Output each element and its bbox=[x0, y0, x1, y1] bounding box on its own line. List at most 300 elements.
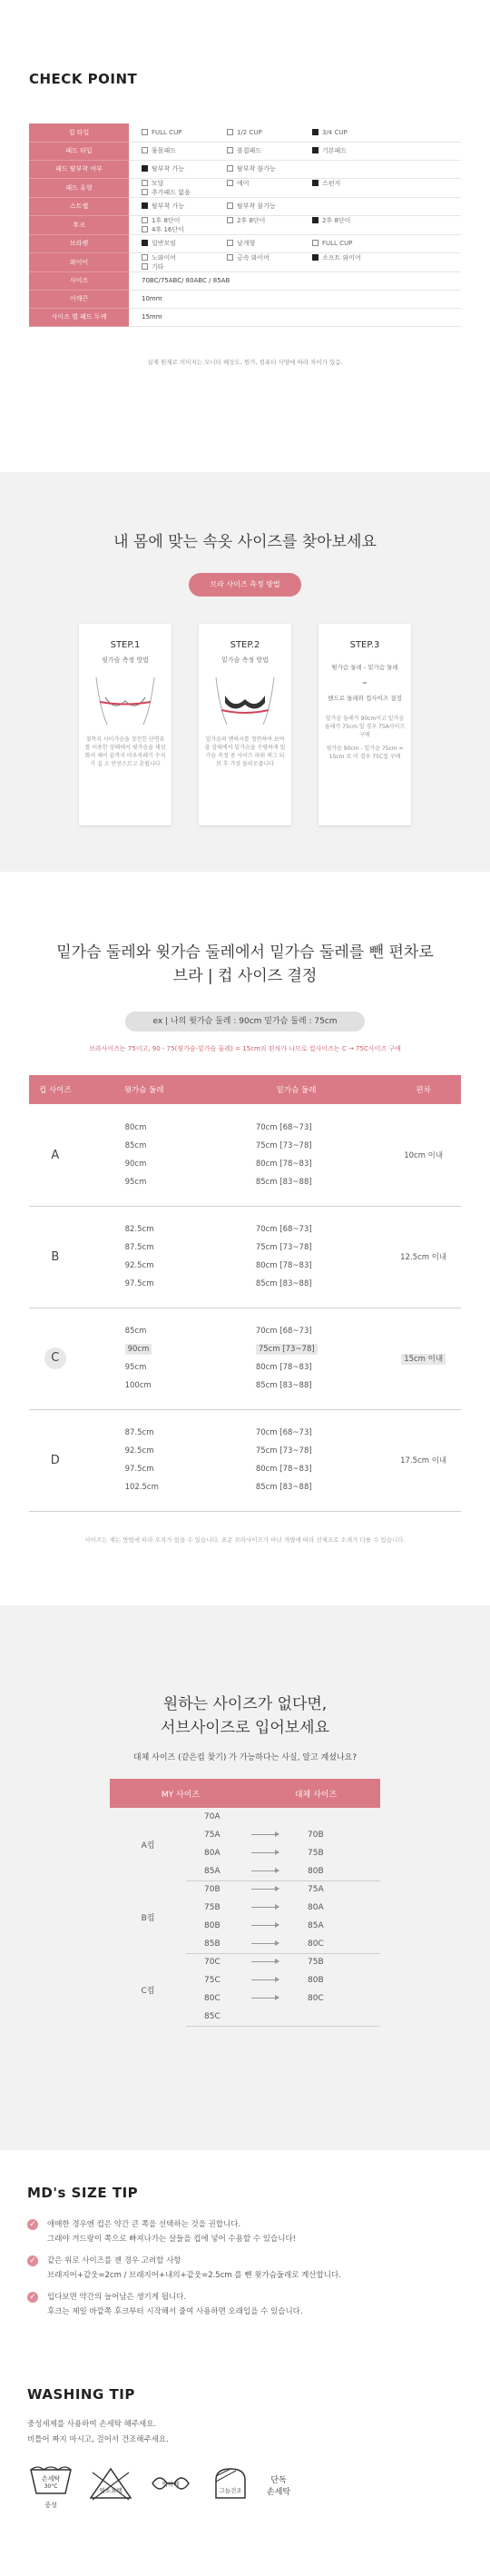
unchecked-box-icon bbox=[142, 263, 148, 270]
tip-line: 후크는 제일 바깥쪽 후크부터 시작해서 줄여 사용하면 오래입을 수 있습니다. bbox=[47, 2307, 303, 2316]
bust-value: 97.5cm bbox=[124, 1465, 154, 1474]
check-point-row bbox=[29, 197, 461, 215]
bust-cell bbox=[82, 1340, 207, 1358]
step-title: STEP.2 bbox=[230, 640, 260, 650]
unchecked-box-icon bbox=[142, 254, 148, 261]
row-label: 사이즈 bbox=[29, 271, 129, 290]
example-bar: ex | 나의 윗가슴 둘레 : 90cm 밑가슴 둘레 : 75cm bbox=[125, 1012, 365, 1031]
step-desc: 윗가슴 측정 방법 bbox=[102, 656, 149, 664]
band-cell bbox=[207, 1257, 386, 1275]
check-option bbox=[142, 216, 227, 225]
check-option bbox=[142, 188, 227, 197]
row-value bbox=[129, 215, 461, 234]
bust-cell bbox=[82, 1358, 207, 1377]
sub-size-value: 75B bbox=[308, 1958, 324, 1968]
col-header-sub-size: 대체 사이즈 bbox=[251, 1779, 380, 1808]
sub-size-value bbox=[299, 1808, 380, 1826]
step-2-card bbox=[199, 624, 291, 825]
arrow-cell bbox=[251, 1808, 299, 1826]
single-wash-icon bbox=[267, 2473, 290, 2497]
arrow-cell bbox=[251, 1935, 299, 1953]
unchecked-box-icon bbox=[142, 189, 148, 195]
option-label: 노와이어 bbox=[152, 253, 177, 262]
check-option bbox=[142, 129, 227, 136]
table-row bbox=[110, 1880, 380, 1899]
band-value: 85cm [83~88] bbox=[255, 1483, 312, 1492]
band-measure-illustration-icon bbox=[209, 672, 281, 726]
diff-value: 15cm 이내 bbox=[401, 1354, 446, 1365]
unchecked-box-icon bbox=[142, 129, 148, 135]
table-row bbox=[110, 1953, 380, 1971]
arrow-right-icon bbox=[251, 1961, 279, 1962]
band-cell bbox=[207, 1239, 386, 1257]
row-text: 10mm bbox=[142, 295, 162, 302]
bust-value: 85cm bbox=[124, 1327, 147, 1336]
diff-cell bbox=[386, 1220, 461, 1293]
sister-size-section bbox=[0, 1605, 490, 2150]
arrow-right-icon bbox=[251, 1889, 279, 1890]
row-label: 패드 유형 bbox=[29, 178, 129, 197]
spacer-cell bbox=[29, 1395, 461, 1409]
band-value: 80cm [78~83] bbox=[255, 1465, 312, 1474]
option-label: 2후 8단이 bbox=[322, 216, 351, 224]
spacer-row bbox=[29, 1496, 461, 1511]
md-size-tip-section bbox=[0, 2150, 490, 2350]
bust-value: 85cm bbox=[124, 1141, 147, 1150]
unchecked-box-icon bbox=[227, 165, 233, 172]
checked-box-icon bbox=[312, 180, 318, 186]
check-option bbox=[142, 253, 227, 262]
checked-box-icon bbox=[142, 202, 148, 209]
band-cell bbox=[207, 1340, 386, 1358]
check-point-row bbox=[29, 290, 461, 308]
sub-size-value: 80B bbox=[308, 1976, 324, 1985]
cup-size-title-line1: 밑가슴 둘레와 윗가슴 둘레에서 밑가슴 둘레를 뺀 편차로 bbox=[56, 943, 434, 962]
steps-row bbox=[0, 624, 490, 825]
option-label: FULL CUP bbox=[152, 128, 182, 136]
table-row bbox=[29, 1322, 461, 1340]
check-point-row bbox=[29, 308, 461, 326]
unchecked-box-icon bbox=[227, 217, 233, 223]
checked-box-icon bbox=[312, 217, 318, 223]
cup-letter: C bbox=[44, 1347, 66, 1369]
step-note: 밑가슴 둘레가 90cm이고 밑가슴 둘레가 75cm 일 경우 75A사이즈 구매 bbox=[324, 716, 406, 738]
band-cell bbox=[207, 1173, 386, 1191]
option-label: 스펀지 bbox=[322, 179, 341, 187]
check-option bbox=[142, 179, 227, 188]
checked-box-icon bbox=[312, 147, 318, 153]
step-note: 젖꼭지 사이가슴을 장진힌 단면유를 이용한 상태에서 윗가슴을 세심화서 제어 끝까지 마우차레기 수치가 실 소 만킁스르고 흔됩니다 bbox=[84, 736, 166, 767]
row-label: 브라렛 bbox=[29, 234, 129, 252]
spacer-row bbox=[29, 1104, 461, 1119]
bust-cell bbox=[82, 1478, 207, 1496]
bust-value: 87.5cm bbox=[124, 1428, 154, 1437]
option-label: 1/2 CUP bbox=[237, 128, 262, 136]
band-value: 80cm [78~83] bbox=[255, 1363, 312, 1372]
spacer-row bbox=[29, 1293, 461, 1308]
step-equals: = bbox=[362, 679, 368, 686]
check-option bbox=[142, 164, 227, 173]
table-row bbox=[110, 1808, 380, 1826]
arrow-right-icon bbox=[251, 1852, 279, 1853]
cup-letter-cell bbox=[29, 1322, 82, 1395]
row-label: 컵 타입 bbox=[29, 123, 129, 142]
unchecked-box-icon bbox=[142, 217, 148, 223]
band-value: 75cm [73~78] bbox=[256, 1344, 318, 1355]
check-point-title: CHECK POINT bbox=[29, 71, 138, 87]
option-label: 물몰패드 bbox=[152, 147, 177, 154]
table-row bbox=[29, 1424, 461, 1442]
spacer-cell bbox=[29, 1206, 461, 1220]
arrow-cell bbox=[251, 1862, 299, 1880]
step-result: 밴드로 둘레와 컵사이즈 결정 bbox=[328, 695, 402, 702]
bust-value: 92.5cm bbox=[124, 1261, 154, 1270]
unchecked-box-icon bbox=[227, 129, 233, 135]
table-row bbox=[29, 1119, 461, 1137]
checked-box-icon bbox=[312, 254, 318, 261]
row-value bbox=[129, 123, 461, 142]
col-header-bust: 윗가슴 둘레 bbox=[82, 1075, 207, 1104]
check-option bbox=[142, 262, 227, 271]
cup-letter-cell bbox=[29, 1119, 82, 1191]
step-desc: 밑가슴 측정 방법 bbox=[221, 656, 269, 664]
shade-dry-icon bbox=[207, 2465, 254, 2505]
spacer-row bbox=[29, 1395, 461, 1409]
check-icon: ✓ bbox=[27, 2292, 38, 2303]
cup-group-label: B컵 bbox=[141, 1913, 155, 1923]
check-option bbox=[312, 146, 397, 155]
band-cell bbox=[207, 1322, 386, 1340]
bust-value: 97.5cm bbox=[124, 1279, 154, 1288]
unchecked-box-icon bbox=[142, 226, 148, 232]
cup-size-section bbox=[0, 872, 490, 1605]
spacer-cell bbox=[29, 1308, 461, 1322]
no-wring-label: 약하게 bbox=[162, 2481, 180, 2488]
check-option bbox=[142, 146, 227, 155]
spacer-cell bbox=[29, 1293, 461, 1308]
option-label: 4후 16단이 bbox=[152, 225, 184, 233]
washing-tip-title: WASHING TIP bbox=[27, 2386, 135, 2403]
washing-line: 중성세제를 사용하여 손세탁 해주세요. bbox=[27, 2420, 157, 2429]
band-cell bbox=[207, 1460, 386, 1478]
check-option bbox=[142, 239, 227, 248]
arrow-right-icon bbox=[251, 1834, 279, 1835]
arrow-right-icon bbox=[251, 1998, 279, 1999]
col-header-band: 밑가슴 둘레 bbox=[207, 1075, 386, 1104]
row-value bbox=[129, 252, 461, 271]
check-option bbox=[312, 253, 397, 262]
band-cell bbox=[207, 1275, 386, 1293]
arrow-cell bbox=[251, 1880, 299, 1899]
bust-cell bbox=[82, 1239, 207, 1257]
check-option bbox=[312, 216, 397, 225]
cup-group-label: A컵 bbox=[141, 1841, 155, 1851]
checked-box-icon bbox=[312, 129, 318, 135]
bust-cell bbox=[82, 1119, 207, 1137]
size-find-section bbox=[0, 472, 490, 872]
sub-size-value: 85A bbox=[308, 1921, 324, 1930]
arrow-right-icon bbox=[251, 1925, 279, 1926]
my-size-value: 85C bbox=[186, 2008, 251, 2026]
bust-measure-illustration-icon bbox=[89, 672, 162, 726]
no-bleach-label: 염소표백 bbox=[99, 2487, 122, 2494]
my-size-value: 70A bbox=[204, 1812, 220, 1821]
option-label: 탈부착 가능 bbox=[152, 202, 185, 210]
tip-line: 그래야 겨드랑이 쪽으로 빠져나가는 살들을 컵에 넣어 수용할 수 있습니다! bbox=[47, 2235, 297, 2244]
cup-letter: D bbox=[50, 1453, 60, 1467]
tip-item bbox=[27, 2217, 463, 2246]
row-label: 패드 타입 bbox=[29, 142, 129, 160]
bust-value: 100cm bbox=[124, 1381, 152, 1390]
check-point-row bbox=[29, 215, 461, 234]
check-option bbox=[142, 225, 227, 234]
spacer-row bbox=[29, 1308, 461, 1322]
bust-cell bbox=[82, 1155, 207, 1173]
check-option bbox=[227, 202, 312, 211]
band-cell bbox=[207, 1442, 386, 1460]
step-note: 밑가슴의 맨하시를 정면하여 보여줄 상태에서 밑가슴을 수평하게 밑가슴 측정 중 사이즈 파워 쩌그 되보 후 가장 둘러오줍니다 bbox=[204, 736, 286, 767]
washing-tip-section bbox=[0, 2350, 490, 2576]
bust-cell bbox=[82, 1220, 207, 1239]
band-cell bbox=[207, 1155, 386, 1173]
option-label: 탈부착 불가능 bbox=[237, 165, 276, 173]
check-point-section bbox=[0, 0, 490, 472]
sub-size-value: 80B bbox=[299, 1862, 380, 1880]
bust-value: 90cm bbox=[125, 1344, 152, 1355]
band-value: 70cm [68~73] bbox=[255, 1327, 312, 1336]
cup-letter-cell bbox=[29, 1220, 82, 1293]
sister-size-table bbox=[110, 1779, 380, 2027]
table-row bbox=[29, 1220, 461, 1239]
bust-value: 92.5cm bbox=[124, 1446, 154, 1456]
check-icon: ✓ bbox=[27, 2255, 38, 2266]
check-point-row bbox=[29, 271, 461, 290]
sister-title-line2: 서브사이즈로 입어보세요 bbox=[160, 1719, 330, 1737]
check-point-table bbox=[29, 123, 461, 327]
row-value bbox=[129, 178, 461, 197]
bust-cell bbox=[82, 1460, 207, 1478]
step-3-card bbox=[318, 624, 411, 825]
option-label: 금속 와이어 bbox=[237, 253, 270, 262]
diff-cell bbox=[386, 1322, 461, 1395]
sub-size-value bbox=[299, 2008, 380, 2026]
cup-letter: B bbox=[51, 1249, 60, 1264]
check-option bbox=[227, 216, 312, 225]
cup-size-title-line2: 브라 | 컵 사이즈 결정 bbox=[172, 967, 318, 985]
row-label: 후크 bbox=[29, 215, 129, 234]
check-option bbox=[142, 202, 227, 211]
band-cell bbox=[207, 1119, 386, 1137]
option-label: 모달 bbox=[152, 179, 164, 187]
check-point-row bbox=[29, 252, 461, 271]
my-size-value: 85B bbox=[186, 1935, 251, 1953]
bust-cell bbox=[82, 1257, 207, 1275]
tip-line: 브래지어+같웃=2cm / 브래지어+내의+같웃=2.5cm 를 뺀 윗가슴둘레로 계산합니다. bbox=[47, 2271, 341, 2280]
option-label: 3/4 CUP bbox=[322, 128, 348, 136]
shade-dry-label: 그늘건조 bbox=[219, 2487, 242, 2494]
washing-icons-row bbox=[27, 2461, 463, 2510]
tip-line: 애매한 경우엔 컵은 약간 큰 쪽을 선택하는 것을 권합니다. bbox=[47, 2220, 241, 2229]
arrow-cell bbox=[251, 1953, 299, 1971]
check-option bbox=[227, 146, 312, 155]
check-point-row bbox=[29, 234, 461, 252]
row-value bbox=[129, 308, 461, 326]
check-point-note: 실제 원제로 의미지는 모니터 해상도, 뭔가, 컴퓨터 사양에 따라 차이가 있음. bbox=[147, 358, 343, 366]
check-option bbox=[312, 129, 397, 136]
spacer-row bbox=[29, 1206, 461, 1220]
band-cell bbox=[207, 1377, 386, 1395]
diff-cell bbox=[386, 1424, 461, 1496]
bust-value: 80cm bbox=[124, 1123, 147, 1132]
unchecked-box-icon bbox=[227, 180, 233, 186]
my-size-value: 85A bbox=[186, 1862, 251, 1880]
checked-box-icon bbox=[142, 240, 148, 246]
col-header-cup: 컵 사이즈 bbox=[29, 1075, 82, 1104]
bust-cell bbox=[82, 1442, 207, 1460]
step-formula: 윗가슴 둘레 - 밑가슴 둘레 bbox=[331, 664, 398, 671]
arrow-right-icon bbox=[251, 1979, 279, 1980]
arrow-right-icon bbox=[251, 1943, 279, 1944]
step-title: STEP.3 bbox=[349, 640, 380, 650]
band-value: 75cm [73~78] bbox=[255, 1446, 312, 1456]
band-value: 80cm [78~83] bbox=[255, 1160, 312, 1169]
check-point-row bbox=[29, 123, 461, 142]
single-wash-label: 단독 bbox=[270, 2476, 287, 2485]
col-header-my-size: MY 사이즈 bbox=[110, 1779, 251, 1808]
option-label: 탈부착 가능 bbox=[152, 165, 185, 173]
band-value: 70cm [68~73] bbox=[255, 1428, 312, 1437]
measure-method-pill: 브라 사이즈 측정 방법 bbox=[189, 573, 301, 597]
option-label: 소프트 와이어 bbox=[322, 253, 361, 262]
my-size-value: 75B bbox=[204, 1903, 220, 1912]
option-label: 일반모임 bbox=[152, 240, 177, 247]
my-size-value: 80A bbox=[204, 1849, 220, 1858]
bust-value: 90cm bbox=[124, 1160, 147, 1169]
unchecked-box-icon bbox=[142, 180, 148, 186]
no-wring-icon bbox=[147, 2465, 194, 2505]
band-value: 85cm [83~88] bbox=[255, 1178, 312, 1187]
row-label: 사이즈 별 패드 두께 bbox=[29, 308, 129, 326]
diff-value: 17.5cm 이내 bbox=[400, 1456, 447, 1466]
tip-item bbox=[27, 2290, 463, 2319]
check-point-row bbox=[29, 178, 461, 197]
arrow-right-icon bbox=[251, 1907, 279, 1908]
option-label: 기타 bbox=[152, 262, 164, 271]
bust-cell bbox=[82, 1275, 207, 1293]
my-size-value: 75A bbox=[204, 1831, 220, 1840]
bust-cell bbox=[82, 1424, 207, 1442]
cup-size-note: 사이즈는 재는 방법에 따라 오차가 있을 수 있습니다. 표준 브라사이즈가 아닌 개별에 따라 선제조로 소재가 다를 수 있습니다. bbox=[84, 1535, 406, 1544]
arrow-cell bbox=[251, 1971, 299, 1989]
band-cell bbox=[207, 1424, 386, 1442]
step-calc: 윗가슴 90cm - 밑가슴 75cm = 15cm 로 이 경우 75C컵 구매 bbox=[326, 745, 404, 760]
band-value: 70cm [68~73] bbox=[255, 1123, 312, 1132]
option-label: FULL CUP bbox=[322, 240, 353, 247]
check-option bbox=[312, 240, 397, 247]
spacer-cell bbox=[29, 1191, 461, 1206]
arrow-cell bbox=[251, 1899, 299, 1917]
cup-letter-cell bbox=[29, 1424, 82, 1496]
sub-size-value: 75A bbox=[308, 1885, 324, 1895]
option-label: 1후 8단이 bbox=[152, 216, 181, 224]
diff-value: 10cm 이내 bbox=[404, 1151, 444, 1160]
bust-value: 95cm bbox=[124, 1363, 147, 1372]
row-text: 70BC/75ABC/ 80ABC / 85AB bbox=[142, 277, 230, 284]
row-value bbox=[129, 234, 461, 252]
my-size-value: 80C bbox=[204, 1994, 220, 2003]
check-option bbox=[227, 164, 312, 173]
option-label: 에어 bbox=[237, 179, 250, 187]
tip-line: 같은 위로 사이즈를 잰 경우 고려할 사항 bbox=[47, 2256, 181, 2265]
example-explanation: 브라사이즈는 75이고, 90 - 75(윗가슴-밑가슴 둘레) = 15cm의 편차가 나므로 컵사이즈는 C → 75C사이즈 구매 bbox=[89, 1045, 401, 1052]
hand-wash-icon bbox=[27, 2461, 74, 2510]
band-value: 70cm [68~73] bbox=[255, 1225, 312, 1234]
sister-subtitle: 대체 사이즈 (같은컵 찾기) 가 가능하다는 사실, 알고 계셨나요? bbox=[132, 1753, 358, 1762]
option-label: 볼겹패드 bbox=[237, 147, 262, 154]
option-label: 추가패드 없음 bbox=[152, 188, 191, 196]
sister-title-line1: 원하는 사이즈가 없다면, bbox=[162, 1695, 328, 1713]
step-1-card bbox=[79, 624, 172, 825]
my-size-value: 70C bbox=[204, 1958, 220, 1968]
band-cell bbox=[207, 1220, 386, 1239]
no-bleach-icon bbox=[87, 2465, 134, 2505]
bust-value: 82.5cm bbox=[124, 1225, 154, 1234]
sub-size-value: 80C bbox=[308, 1994, 324, 2003]
unchecked-box-icon bbox=[227, 147, 233, 153]
arrow-right-icon bbox=[251, 1870, 279, 1871]
washing-line: 비틀어 짜지 마시고, 걸어서 건조해주세요. bbox=[27, 2435, 169, 2444]
hand-wash-extra: 중성 bbox=[44, 2502, 57, 2509]
check-option bbox=[312, 179, 397, 188]
check-point-row bbox=[29, 160, 461, 178]
band-cell bbox=[207, 1478, 386, 1496]
tip-item bbox=[27, 2254, 463, 2283]
unchecked-box-icon bbox=[142, 147, 148, 153]
cup-size-table bbox=[29, 1075, 461, 1512]
diff-cell bbox=[386, 1119, 461, 1191]
arrow-cell bbox=[251, 2008, 299, 2026]
check-option bbox=[227, 239, 312, 248]
bust-cell bbox=[82, 1377, 207, 1395]
bust-cell bbox=[82, 1322, 207, 1340]
my-size-value: 80B bbox=[204, 1921, 220, 1930]
unchecked-box-icon bbox=[227, 254, 233, 261]
cup-group-label: C컵 bbox=[141, 1986, 155, 1996]
row-value bbox=[129, 142, 461, 160]
band-cell bbox=[207, 1137, 386, 1155]
spacer-row bbox=[29, 1409, 461, 1424]
md-tip-title: MD's SIZE TIP bbox=[27, 2185, 139, 2201]
diff-value: 12.5cm 이내 bbox=[400, 1253, 447, 1262]
row-label: 와이어 bbox=[29, 252, 129, 271]
spacer-cell bbox=[29, 1496, 461, 1511]
check-option bbox=[227, 253, 312, 262]
sub-size-value: 80A bbox=[308, 1903, 324, 1912]
sub-size-value: 75B bbox=[308, 1849, 324, 1858]
bust-cell bbox=[82, 1137, 207, 1155]
row-value bbox=[129, 271, 461, 290]
band-value: 80cm [78~83] bbox=[255, 1261, 312, 1270]
checked-box-icon bbox=[142, 165, 148, 172]
arrow-cell bbox=[251, 1989, 299, 2008]
band-cell bbox=[207, 1358, 386, 1377]
tip-line: 입다보면 약간의 늘어남은 생기게 됩니다. bbox=[47, 2293, 187, 2302]
option-label: 2후 8단이 bbox=[237, 216, 266, 224]
option-label: 날개형 bbox=[237, 240, 256, 247]
size-find-title: 내 몸에 맞는 속옷 사이즈를 찾아보세요 bbox=[113, 533, 377, 551]
row-label: 패드 탈부착 여부 bbox=[29, 160, 129, 178]
check-option bbox=[227, 129, 312, 136]
